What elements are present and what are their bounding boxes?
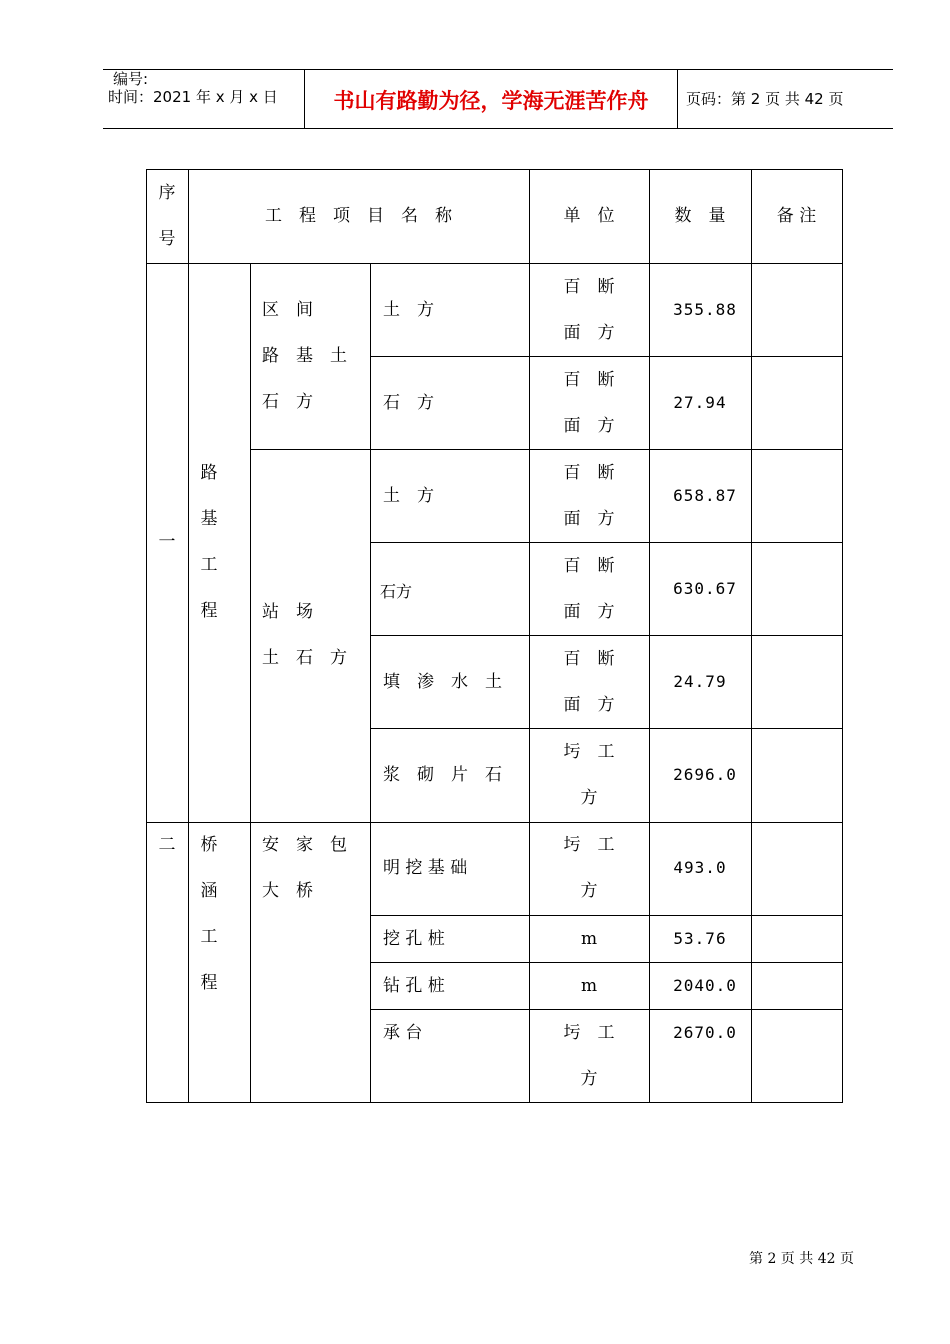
group-category: 程 (200, 601, 218, 621)
group-seq: 二 (158, 835, 176, 855)
item-name: 石方 (380, 582, 413, 601)
item-name: 土 方 (383, 300, 434, 320)
item-unit: 方 (580, 1069, 598, 1089)
item-quantity: 2040.0 (673, 976, 737, 995)
header-number-label: 编号: (113, 70, 149, 88)
item-name: 明 挖 基 础 (383, 858, 468, 878)
group-category: 涵 (200, 881, 218, 901)
item-quantity: 2670.0 (673, 1023, 737, 1042)
item-quantity: 630.67 (673, 579, 737, 598)
item-unit: 圬 工 (563, 742, 615, 762)
item-unit: 百 断 (563, 463, 615, 483)
item-name: 承 台 (383, 1023, 423, 1043)
table-border (146, 169, 843, 170)
item-unit: 百 断 (563, 556, 615, 576)
item-quantity: 355.88 (673, 300, 737, 319)
subgroup-label: 土 石 方 (262, 648, 347, 668)
item-unit: m (580, 929, 598, 949)
item-unit: 百 断 (563, 370, 615, 390)
item-unit: 面 方 (563, 695, 615, 715)
item-unit: 方 (580, 881, 598, 901)
item-unit: 方 (580, 788, 598, 808)
item-name: 土 方 (383, 486, 434, 506)
item-name: 浆 砌 片 石 (383, 765, 502, 785)
subgroup-label: 大 桥 (262, 881, 313, 901)
item-quantity: 24.79 (673, 672, 727, 691)
group-category: 程 (200, 973, 218, 993)
subgroup-label: 石 方 (262, 392, 313, 412)
subgroup-label: 站 场 (262, 602, 313, 622)
item-name: 挖 孔 桩 (383, 929, 445, 949)
item-unit: 圬 工 (563, 1023, 615, 1043)
item-name: 石 方 (383, 393, 434, 413)
header-project-name: 工 程 项 目 名 称 (265, 206, 452, 226)
header-page-label: 页码：第 2 页 共 42 页 (686, 90, 844, 108)
table-rule (370, 263, 371, 1103)
header-seq: 序 (158, 183, 176, 203)
group-category: 路 (200, 463, 218, 483)
item-unit: 面 方 (563, 323, 615, 343)
item-unit: 百 断 (563, 277, 615, 297)
group-category: 工 (200, 927, 218, 947)
item-unit: 面 方 (563, 509, 615, 529)
header-note: 备 注 (776, 206, 817, 226)
table-border (146, 169, 147, 1103)
group-category: 桥 (200, 835, 218, 855)
table-rule (250, 263, 251, 1103)
item-unit: 百 断 (563, 649, 615, 669)
item-quantity: 53.76 (673, 929, 727, 948)
header-motto: 书山有路勤为径，学海无涯苦作舟 (333, 88, 649, 113)
header-quantity: 数 量 (674, 206, 726, 226)
subgroup-label: 安 家 包 (262, 835, 347, 855)
item-quantity: 658.87 (673, 486, 737, 505)
item-unit: m (580, 976, 598, 996)
item-quantity: 493.0 (673, 858, 727, 877)
subgroup-label: 区 间 (262, 300, 313, 320)
item-name: 钻 孔 桩 (383, 976, 445, 996)
item-unit: 面 方 (563, 602, 615, 622)
item-name: 填 渗 水 土 (383, 672, 502, 692)
subgroup-label: 路 基 土 (262, 346, 347, 366)
group-seq: 一 (158, 532, 176, 552)
item-quantity: 2696.0 (673, 765, 737, 784)
item-unit: 面 方 (563, 416, 615, 436)
page-footer: 第 2 页 共 42 页 (749, 1251, 854, 1267)
header-time-label: 时间：2021 年 x 月 x 日 (108, 88, 278, 106)
group-category: 基 (200, 509, 218, 529)
item-quantity: 27.94 (673, 393, 727, 412)
table-border (842, 169, 843, 1103)
header-unit: 单 位 (563, 206, 615, 226)
header-seq: 号 (158, 229, 176, 249)
group-category: 工 (200, 555, 218, 575)
item-unit: 圬 工 (563, 835, 615, 855)
